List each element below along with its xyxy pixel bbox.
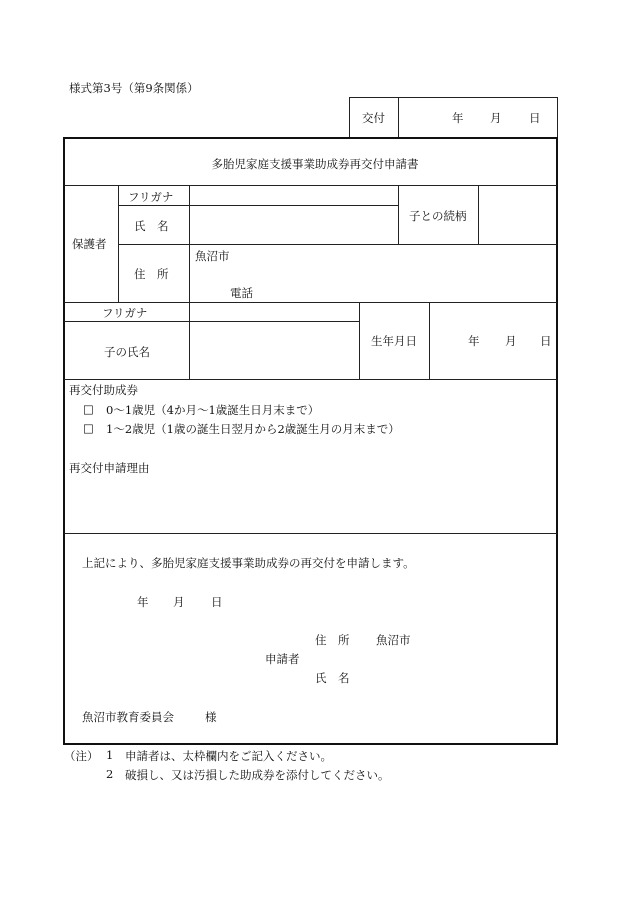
- guardian-address-label: 住 所: [134, 267, 169, 281]
- child-name-field[interactable]: [190, 322, 359, 379]
- guardian-name-label: 氏 名: [134, 219, 169, 233]
- form-number: 様式第3号（第9条関係）: [69, 81, 199, 95]
- honorific: 様: [205, 710, 217, 724]
- guardian-furigana-field[interactable]: [190, 186, 398, 205]
- child-furigana-field[interactable]: [190, 303, 359, 321]
- issue-year-label: 年: [452, 111, 464, 125]
- birth-month-label: 月: [505, 334, 517, 348]
- guardian-name-field[interactable]: [190, 206, 398, 244]
- date-month-label: 月: [173, 595, 185, 609]
- notes-prefix: （注）: [64, 749, 99, 763]
- issue-day-label: 日: [529, 111, 541, 125]
- applicant-label: 申請者: [265, 652, 300, 666]
- birthdate-label: 生年月日: [371, 334, 417, 348]
- declaration-statement: 上記により、多胎児家庭支援事業助成券の再交付を申請します。: [82, 556, 415, 570]
- applicant-name-label: 氏 名: [315, 671, 350, 685]
- child-name-label: 子の氏名: [104, 345, 150, 359]
- reason-field[interactable]: [66, 478, 556, 532]
- note-1-number: 1: [106, 748, 114, 762]
- birth-day-label: 日: [540, 334, 552, 348]
- guardian-section-label: 保護者: [72, 237, 107, 251]
- birth-year-label: 年: [468, 334, 480, 348]
- checkbox-icon[interactable]: □: [83, 402, 94, 416]
- relation-field[interactable]: [479, 186, 557, 244]
- note-2-text: 破損し、又は汚損した助成券を添付してください。: [125, 768, 390, 782]
- guardian-furigana-label: フリガナ: [128, 190, 174, 204]
- applicant-address-label: 住 所: [315, 633, 350, 647]
- form-title: 多胎児家庭支援事業助成券再交付申請書: [211, 157, 419, 171]
- date-day-label: 日: [211, 595, 223, 609]
- reason-heading: 再交付申請理由: [69, 461, 150, 475]
- relation-label: 子との続柄: [409, 209, 467, 223]
- note-2-number: 2: [106, 767, 114, 781]
- note-1-text: 申請者は、太枠欄内をご記入ください。: [125, 749, 332, 763]
- voucher-heading: 再交付助成券: [69, 383, 138, 397]
- date-year-label: 年: [137, 595, 149, 609]
- phone-label: 電話: [230, 286, 253, 300]
- addressee: 魚沼市教育委員会: [82, 710, 174, 724]
- voucher-option-label: 0〜1歳児（4か月〜1歳誕生日月末まで）: [106, 403, 320, 417]
- child-furigana-label: フリガナ: [102, 306, 148, 320]
- address-city-prefix: 魚沼市: [195, 249, 230, 263]
- checkbox-icon[interactable]: □: [83, 421, 94, 435]
- issue-month-label: 月: [490, 111, 502, 125]
- issue-label: 交付: [362, 111, 385, 125]
- voucher-option-label: 1〜2歳児（1歳の誕生日翌月から2歳誕生月の月末まで）: [106, 422, 400, 436]
- applicant-address-value: 魚沼市: [376, 633, 411, 647]
